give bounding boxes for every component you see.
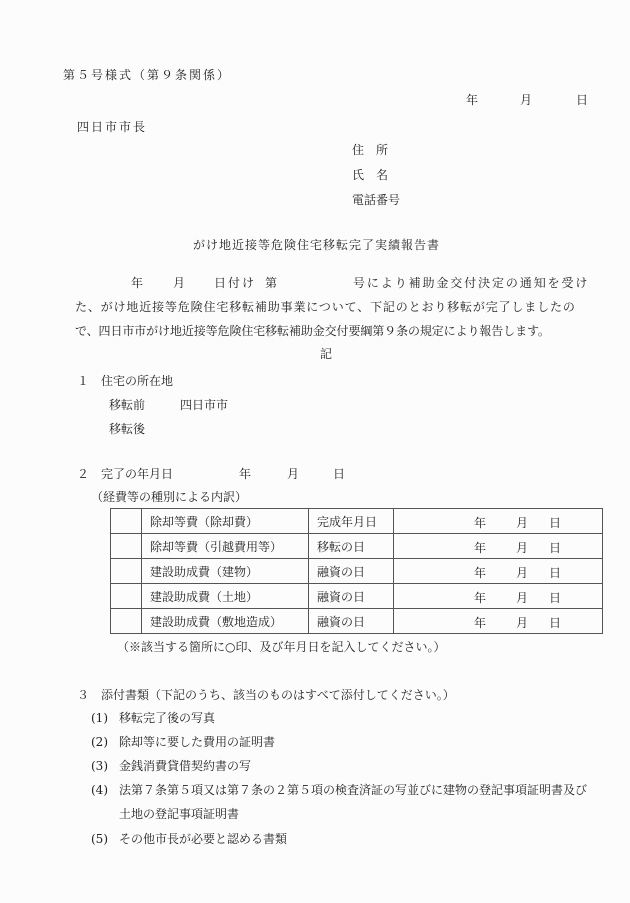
check-cell[interactable] [111, 584, 142, 609]
row-day: 日 [549, 541, 562, 555]
breakdown-row [111, 534, 603, 559]
row-month: 月 [516, 516, 529, 530]
date-label: 融資の日 [309, 609, 394, 634]
document-title: がけ地近接等危険住宅移転完了実績報告書 [193, 238, 441, 252]
expense-type: 建設助成費（土地） [142, 584, 309, 609]
breakdown-label: （経費等の種別による内訳） [91, 490, 248, 504]
phone-label: 電話番号 [352, 193, 401, 207]
row-year: 年 [474, 591, 487, 605]
row-day: 日 [549, 566, 562, 580]
breakdown-row [111, 559, 603, 584]
after-label: 移転後 [109, 422, 146, 436]
body-line1-rest: 号により補助金交付決定の通知を受け [353, 276, 590, 290]
row-month: 月 [516, 541, 529, 555]
date-label: 完成年月日 [309, 509, 394, 534]
name-label: 氏 名 [352, 168, 389, 182]
row-year: 年 [474, 541, 487, 555]
row-month: 月 [516, 616, 529, 630]
body-year: 年 [131, 276, 144, 290]
section3-heading: ３ 添付書類（下記のうち、該当のものはすべて添付してください。） [77, 688, 455, 702]
date-label: 移転の日 [309, 534, 394, 559]
date-field[interactable] [394, 534, 603, 559]
row-year: 年 [474, 566, 487, 580]
body-line2: た、がけ地近接等危険住宅移転補助事業について、下記のとおり移転が完了しましたの [75, 300, 576, 314]
breakdown-row [111, 584, 603, 609]
date-field[interactable] [394, 609, 603, 634]
completion-year: 年 [239, 467, 252, 481]
section1-heading: １ 住宅の所在地 [77, 374, 174, 388]
expense-type: 建設助成費（敷地造成） [142, 609, 309, 634]
body-no: 第 [265, 276, 278, 290]
expense-type: 建設助成費（建物） [142, 559, 309, 584]
ki-label: 記 [320, 347, 333, 361]
check-cell[interactable] [111, 609, 142, 634]
check-cell[interactable] [111, 534, 142, 559]
body-day: 日付け [214, 276, 257, 290]
before-value: 四日市市 [180, 398, 229, 412]
attachment-item: 移転完了後の写真 [119, 711, 216, 725]
row-month: 月 [516, 591, 529, 605]
section2-heading: ２ 完了の年月日 [77, 467, 174, 481]
attachment-number: (2) [91, 735, 108, 749]
form-number: 第５号様式（第９条関係） [63, 68, 232, 82]
breakdown-row [111, 509, 603, 534]
breakdown-note: （※該当する箇所に○印、及び年月日を記入してください。） [117, 640, 446, 654]
before-label: 移転前 [109, 398, 146, 412]
date-label: 融資の日 [309, 559, 394, 584]
body-month: 月 [173, 276, 186, 290]
attachment-number: (1) [91, 711, 108, 725]
header-date-year: 年 [466, 93, 479, 107]
body-line3: で、四日市市がけ地近接等危険住宅移転補助金交付要綱第９条の規定により報告します。 [75, 324, 550, 338]
check-cell[interactable] [111, 509, 142, 534]
attachment-item: その他市長が必要と認める書類 [119, 832, 288, 846]
header-date-day: 日 [576, 93, 589, 107]
addressee: 四日市市長 [77, 120, 148, 134]
breakdown-row [111, 609, 603, 634]
row-month: 月 [516, 566, 529, 580]
completion-day: 日 [333, 467, 346, 481]
attachment-number: (5) [91, 832, 108, 846]
address-label: 住 所 [352, 143, 389, 157]
expense-type: 除却等費（除却費） [142, 509, 309, 534]
row-day: 日 [549, 616, 562, 630]
expense-type: 除却等費（引越費用等） [142, 534, 309, 559]
check-cell[interactable] [111, 559, 142, 584]
row-year: 年 [474, 616, 487, 630]
row-day: 日 [549, 516, 562, 530]
header-date-month: 月 [520, 93, 533, 107]
row-year: 年 [474, 516, 487, 530]
attachment-number: (4) [91, 783, 108, 797]
attachment-number: (3) [91, 759, 108, 773]
date-field[interactable] [394, 559, 603, 584]
breakdown-table [110, 508, 603, 634]
attachment-item: 金銭消費貸借契約書の写 [119, 759, 252, 773]
attachment-item: 除却等に要した費用の証明書 [119, 735, 276, 749]
completion-month: 月 [287, 467, 300, 481]
date-field[interactable] [394, 584, 603, 609]
attachment-item: 法第７条第５項又は第７条の２第５項の検査済証の写並びに建物の登記事項証明書及び [119, 783, 588, 797]
date-field[interactable] [394, 509, 603, 534]
attachment-item-continued: 土地の登記事項証明書 [119, 807, 240, 821]
date-label: 融資の日 [309, 584, 394, 609]
row-day: 日 [549, 591, 562, 605]
